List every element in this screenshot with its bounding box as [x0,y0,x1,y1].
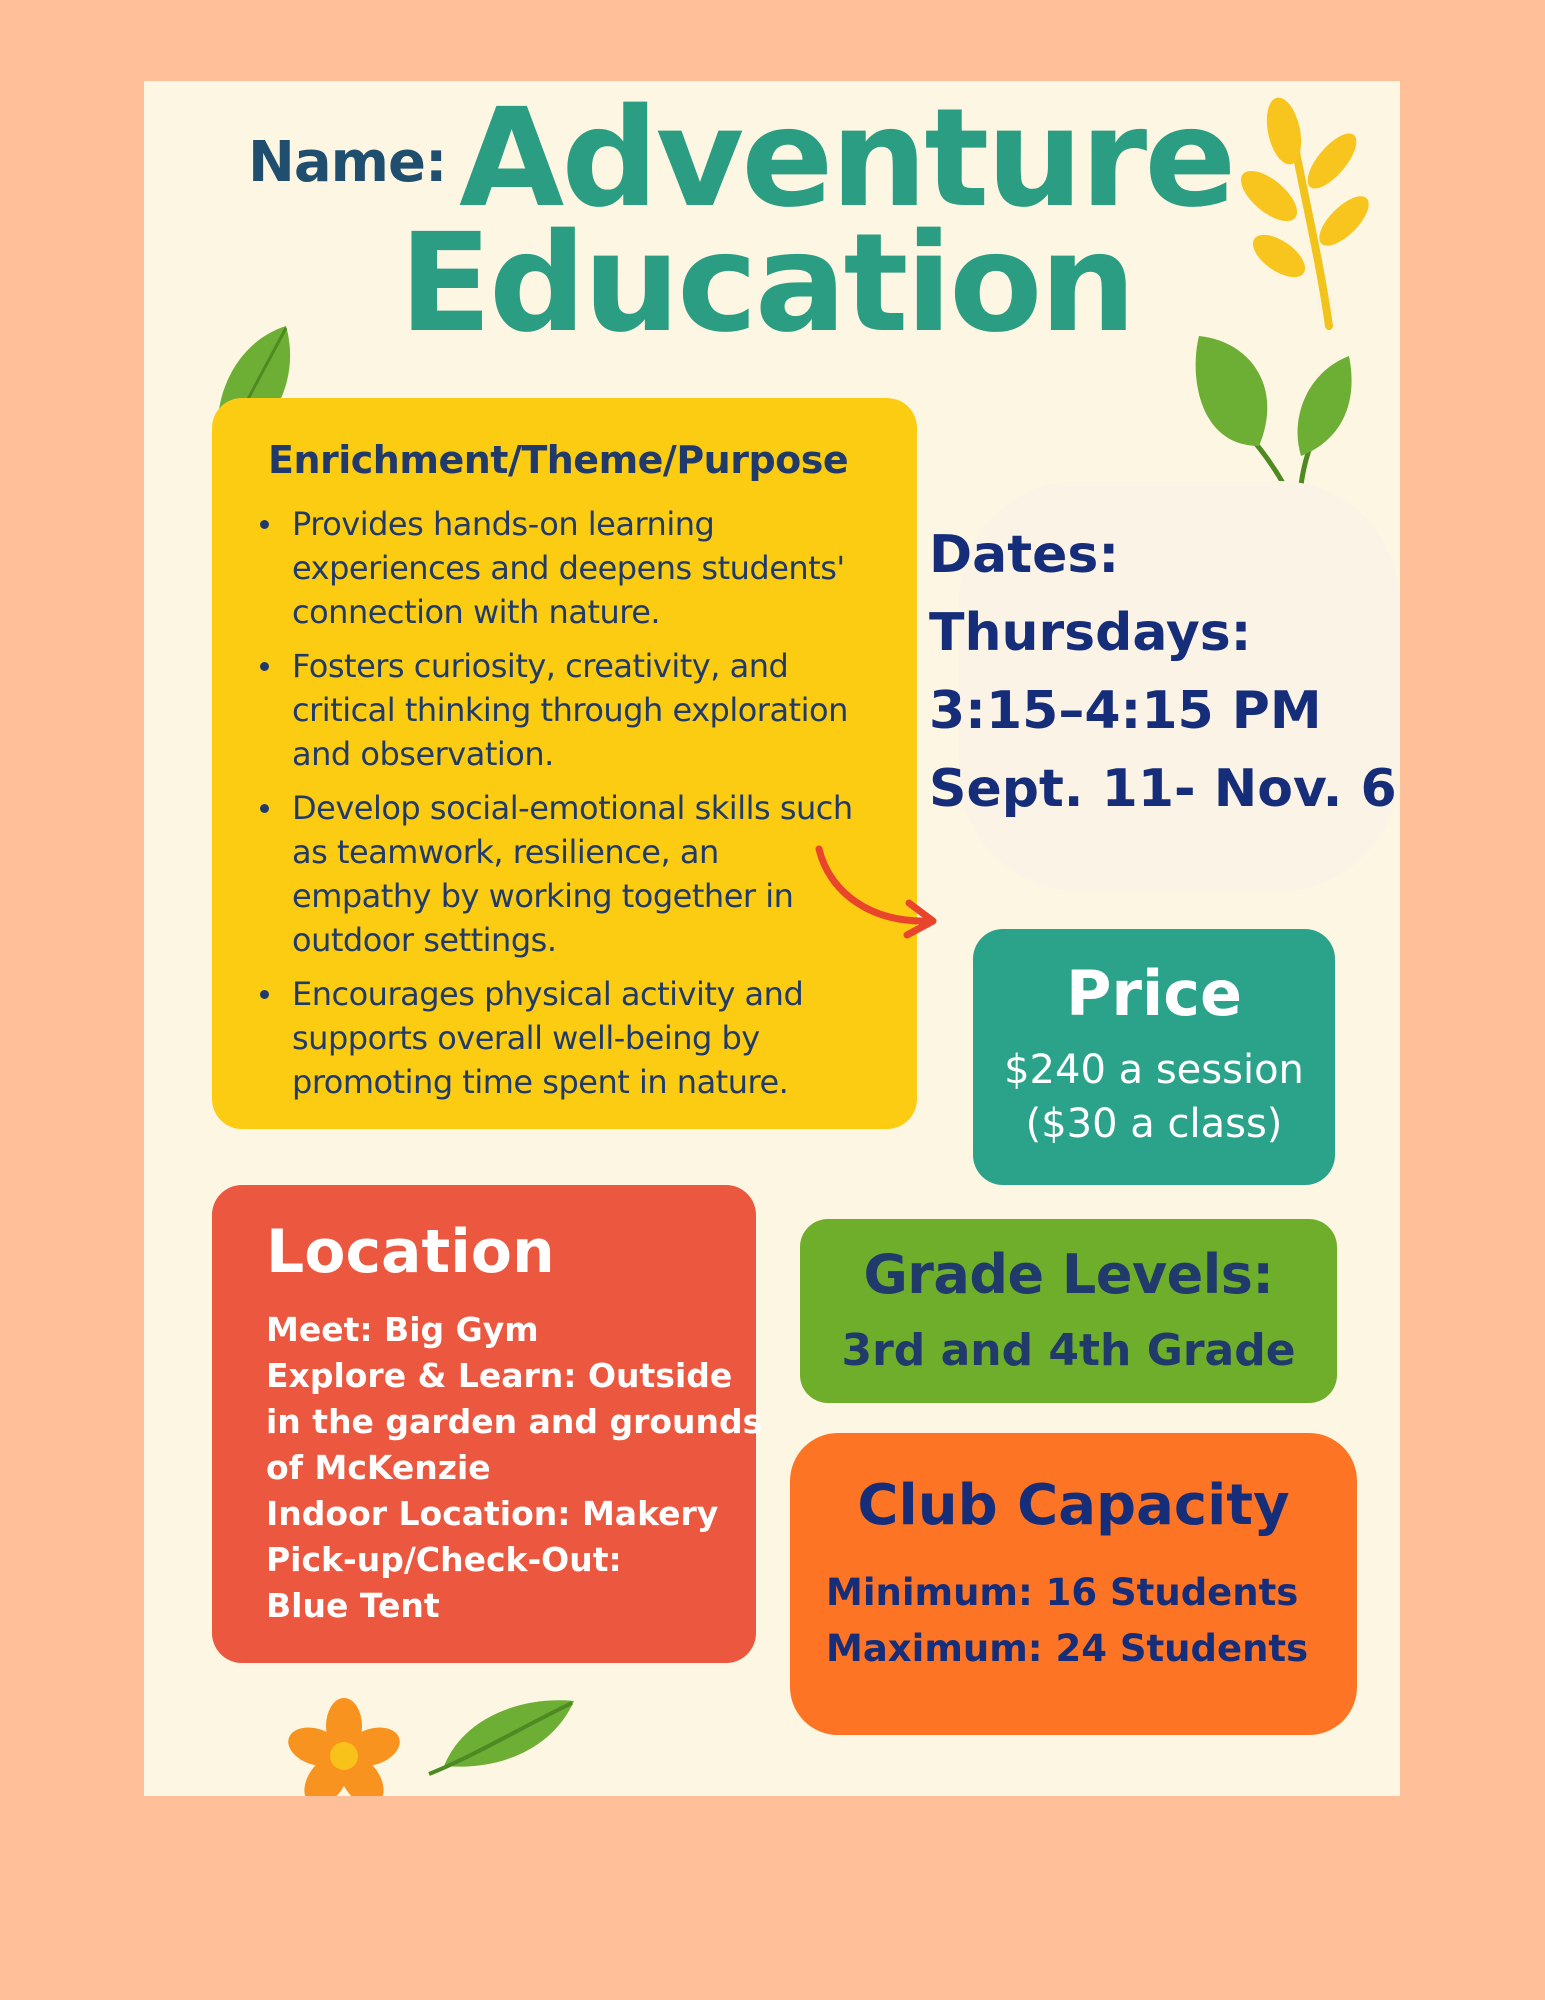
dates-day: Thursdays: [929,603,1252,663]
location-line: Pick-up/Check-Out: [266,1540,622,1579]
dates-block [929,516,1397,828]
location-line: Blue Tent [266,1586,440,1625]
enrichment-item: Provides hands-on learning experiences and deepens students' connection with nature. [254,502,854,634]
grade-levels-box [800,1219,1337,1403]
location-line: Meet: Big Gym [266,1310,539,1349]
location-box [212,1185,763,1663]
price-per-class: ($30 a class) [1025,1101,1283,1147]
enrichment-box [212,398,917,1129]
dates-label: Dates: [929,525,1120,585]
name-label: Name: [248,130,447,195]
program-title-line1: Adventure [459,81,1234,238]
location-details [266,1307,762,1629]
orange-flower-icon [274,1691,414,1796]
poster [144,81,1400,1796]
location-line: Indoor Location: Makery [266,1494,719,1533]
capacity-title: Club Capacity [857,1473,1290,1538]
enrichment-item: Develop social-emotional skills such as teamwork, resilience, an empathy by working together in outdoor settings. [254,786,854,962]
bottom-leaf-icon [424,1686,584,1781]
grade-levels-value: 3rd and 4th Grade [841,1325,1296,1376]
location-line: in the garden and grounds [266,1402,763,1441]
price-title: Price [1065,957,1243,1030]
enrichment-list [254,502,854,1114]
price-per-session: $240 a session [1004,1047,1304,1093]
club-capacity-box [790,1433,1357,1735]
program-title-line2: Education [399,205,1134,363]
capacity-maximum: Maximum: 24 Students [826,1627,1309,1670]
price-box [973,929,1335,1185]
arrow-icon [809,841,949,941]
enrichment-item: Fosters curiosity, creativity, and critical thinking through exploration and observation. [254,644,854,776]
yellow-branch-icon [1234,96,1384,336]
location-title: Location [266,1217,555,1287]
enrichment-item: Encourages physical activity and supports overall well-being by promoting time spent in nature. [254,972,854,1104]
location-line: of McKenzie [266,1448,491,1487]
location-line: Explore & Learn: Outside [266,1356,733,1395]
dates-range: Sept. 11- Nov. 6 [929,759,1397,819]
grade-levels-title: Grade Levels: [863,1243,1274,1306]
capacity-minimum: Minimum: 16 Students [826,1571,1299,1614]
dates-time: 3:15–4:15 PM [929,681,1322,741]
enrichment-heading: Enrichment/Theme/Purpose [268,438,849,482]
